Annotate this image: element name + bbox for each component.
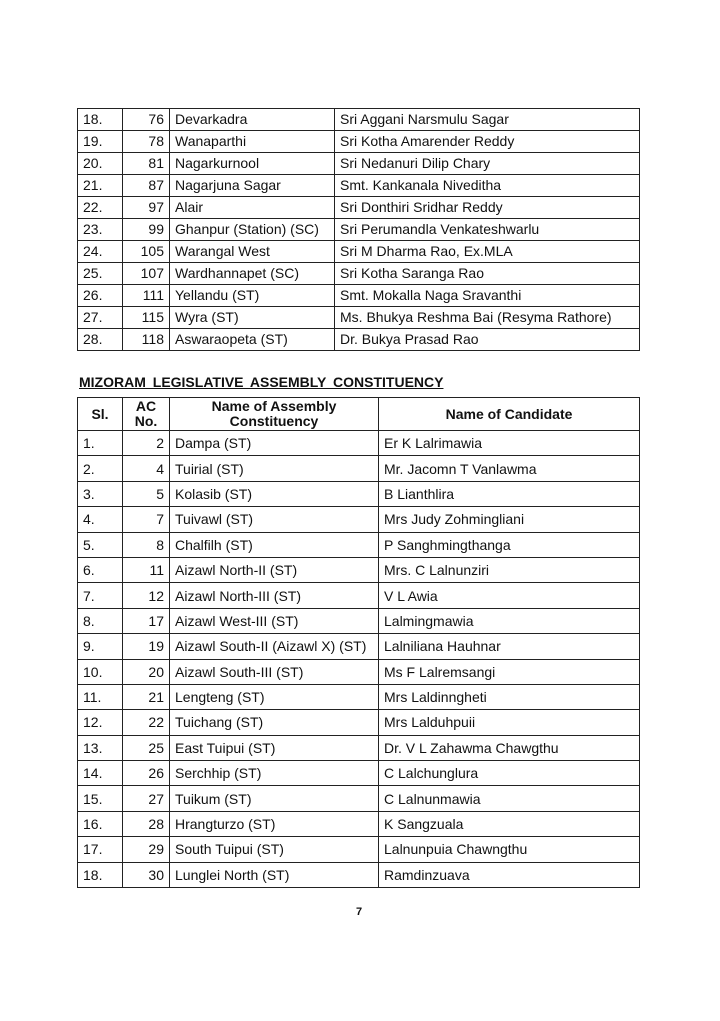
table-row (78, 109, 640, 131)
cell-sl: 18. (78, 862, 123, 887)
cell-ac-no: 2 (123, 431, 170, 456)
cell-sl: 16. (78, 811, 123, 836)
cell-ac-no: 12 (123, 583, 170, 608)
header-sl: Sl. (78, 398, 123, 431)
cell-sl: 19. (78, 131, 123, 153)
cell-sl: 11. (78, 684, 123, 709)
cell-ac-no: 97 (123, 197, 170, 219)
cell-constituency: Aizawl South-III (ST) (170, 659, 379, 684)
table-row (78, 197, 640, 219)
cell-sl: 9. (78, 634, 123, 659)
cell-constituency: East Tuipui (ST) (170, 735, 379, 760)
cell-sl: 12. (78, 710, 123, 735)
cell-candidate: B Lianthlira (379, 481, 640, 506)
cell-ac-no: 118 (123, 329, 170, 351)
cell-sl: 17. (78, 837, 123, 862)
table-row (78, 431, 640, 456)
cell-ac-no: 22 (123, 710, 170, 735)
cell-constituency: Wanaparthi (170, 131, 335, 153)
cell-candidate: Sri Aggani Narsmulu Sagar (335, 109, 640, 131)
cell-ac-no: 30 (123, 862, 170, 887)
table-row (78, 557, 640, 582)
header-ac-no: AC No. (123, 398, 170, 431)
cell-candidate: Mrs Laldinngheti (379, 684, 640, 709)
cell-ac-no: 4 (123, 456, 170, 481)
cell-ac-no: 25 (123, 735, 170, 760)
table-row (78, 153, 640, 175)
table-row (78, 710, 640, 735)
cell-ac-no: 26 (123, 761, 170, 786)
cell-candidate: Ramdinzuava (379, 862, 640, 887)
cell-constituency: Dampa (ST) (170, 431, 379, 456)
cell-candidate: Ms F Lalremsangi (379, 659, 640, 684)
cell-sl: 25. (78, 263, 123, 285)
cell-ac-no: 21 (123, 684, 170, 709)
cell-constituency: Tuikum (ST) (170, 786, 379, 811)
cell-candidate: Dr. Bukya Prasad Rao (335, 329, 640, 351)
cell-sl: 23. (78, 219, 123, 241)
cell-candidate: Lalniliana Hauhnar (379, 634, 640, 659)
cell-sl: 14. (78, 761, 123, 786)
cell-constituency: Tuichang (ST) (170, 710, 379, 735)
cell-constituency: Ghanpur (Station) (SC) (170, 219, 335, 241)
cell-candidate: Mrs Lalduhpuii (379, 710, 640, 735)
cell-sl: 8. (78, 608, 123, 633)
table-row (78, 684, 640, 709)
cell-sl: 15. (78, 786, 123, 811)
cell-sl: 7. (78, 583, 123, 608)
cell-candidate: C Lalchunglura (379, 761, 640, 786)
cell-constituency: Lengteng (ST) (170, 684, 379, 709)
cell-constituency: Chalfilh (ST) (170, 532, 379, 557)
cell-sl: 21. (78, 175, 123, 197)
cell-ac-no: 11 (123, 557, 170, 582)
cell-constituency: Kolasib (ST) (170, 481, 379, 506)
cell-candidate: K Sangzuala (379, 811, 640, 836)
cell-ac-no: 20 (123, 659, 170, 684)
cell-candidate: P Sanghmingthanga (379, 532, 640, 557)
cell-ac-no: 17 (123, 608, 170, 633)
cell-ac-no: 115 (123, 307, 170, 329)
cell-ac-no: 107 (123, 263, 170, 285)
cell-sl: 3. (78, 481, 123, 506)
cell-ac-no: 27 (123, 786, 170, 811)
cell-candidate: Sri Kotha Amarender Reddy (335, 131, 640, 153)
cell-sl: 28. (78, 329, 123, 351)
cell-constituency: Wardhannapet (SC) (170, 263, 335, 285)
cell-candidate: Smt. Mokalla Naga Sravanthi (335, 285, 640, 307)
table-row (78, 811, 640, 836)
table-row (78, 175, 640, 197)
cell-ac-no: 19 (123, 634, 170, 659)
cell-candidate: Sri Donthiri Sridhar Reddy (335, 197, 640, 219)
cell-constituency: Alair (170, 197, 335, 219)
telangana-candidates-table-continued (77, 108, 640, 351)
mizoram-section-title: MIZORAM LEGISLATIVE ASSEMBLY CONSTITUENCY (79, 374, 444, 390)
cell-candidate: Er K Lalrimawia (379, 431, 640, 456)
table-row (78, 583, 640, 608)
cell-candidate: Sri Nedanuri Dilip Chary (335, 153, 640, 175)
cell-sl: 1. (78, 431, 123, 456)
cell-ac-no: 105 (123, 241, 170, 263)
cell-constituency: Aizawl South-II (Aizawl X) (ST) (170, 634, 379, 659)
table-row (78, 735, 640, 760)
cell-candidate: Dr. V L Zahawma Chawgthu (379, 735, 640, 760)
cell-sl: 10. (78, 659, 123, 684)
cell-ac-no: 111 (123, 285, 170, 307)
table-row (78, 634, 640, 659)
cell-constituency: Warangal West (170, 241, 335, 263)
cell-candidate: Mrs Judy Zohmingliani (379, 507, 640, 532)
cell-sl: 5. (78, 532, 123, 557)
cell-ac-no: 99 (123, 219, 170, 241)
cell-constituency: South Tuipui (ST) (170, 837, 379, 862)
cell-candidate: Sri M Dharma Rao, Ex.MLA (335, 241, 640, 263)
cell-ac-no: 8 (123, 532, 170, 557)
cell-candidate: Ms. Bhukya Reshma Bai (Resyma Rathore) (335, 307, 640, 329)
table-row (78, 131, 640, 153)
cell-constituency: Tuirial (ST) (170, 456, 379, 481)
cell-sl: 22. (78, 197, 123, 219)
cell-sl: 24. (78, 241, 123, 263)
cell-constituency: Aizawl West-III (ST) (170, 608, 379, 633)
table-row (78, 532, 640, 557)
table-row (78, 329, 640, 351)
header-candidate: Name of Candidate (379, 398, 640, 431)
cell-sl: 27. (78, 307, 123, 329)
table-row (78, 219, 640, 241)
cell-sl: 26. (78, 285, 123, 307)
table-row (78, 285, 640, 307)
cell-ac-no: 81 (123, 153, 170, 175)
cell-ac-no: 87 (123, 175, 170, 197)
cell-candidate: Smt. Kankanala Niveditha (335, 175, 640, 197)
cell-constituency: Aswaraopeta (ST) (170, 329, 335, 351)
mizoram-candidates-table (77, 397, 640, 888)
table-row (78, 786, 640, 811)
table-row (78, 241, 640, 263)
table-row (78, 761, 640, 786)
cell-ac-no: 76 (123, 109, 170, 131)
cell-constituency: Nagarjuna Sagar (170, 175, 335, 197)
cell-candidate: Mr. Jacomn T Vanlawma (379, 456, 640, 481)
table-row (78, 659, 640, 684)
table-row (78, 481, 640, 506)
cell-sl: 2. (78, 456, 123, 481)
cell-constituency: Lunglei North (ST) (170, 862, 379, 887)
cell-constituency: Wyra (ST) (170, 307, 335, 329)
cell-candidate: C Lalnunmawia (379, 786, 640, 811)
cell-candidate: Sri Kotha Saranga Rao (335, 263, 640, 285)
cell-constituency: Yellandu (ST) (170, 285, 335, 307)
cell-constituency: Tuivawl (ST) (170, 507, 379, 532)
cell-constituency: Aizawl North-II (ST) (170, 557, 379, 582)
table-row (78, 307, 640, 329)
table-row (78, 456, 640, 481)
cell-constituency: Aizawl North-III (ST) (170, 583, 379, 608)
cell-sl: 6. (78, 557, 123, 582)
cell-candidate: Lalnunpuia Chawngthu (379, 837, 640, 862)
table-row (78, 837, 640, 862)
table-header-row (78, 398, 640, 431)
cell-constituency: Nagarkurnool (170, 153, 335, 175)
table-row (78, 263, 640, 285)
table-row (78, 862, 640, 887)
cell-ac-no: 29 (123, 837, 170, 862)
cell-ac-no: 28 (123, 811, 170, 836)
cell-sl: 4. (78, 507, 123, 532)
cell-constituency: Devarkadra (170, 109, 335, 131)
cell-constituency: Hrangturzo (ST) (170, 811, 379, 836)
cell-candidate: Lalmingmawia (379, 608, 640, 633)
cell-ac-no: 7 (123, 507, 170, 532)
header-constituency: Name of Assembly Constituency (170, 398, 379, 431)
cell-constituency: Serchhip (ST) (170, 761, 379, 786)
table-row (78, 507, 640, 532)
cell-ac-no: 78 (123, 131, 170, 153)
cell-sl: 18. (78, 109, 123, 131)
cell-candidate: Mrs. C Lalnunziri (379, 557, 640, 582)
cell-candidate: Sri Perumandla Venkateshwarlu (335, 219, 640, 241)
page-number: 7 (356, 906, 363, 918)
cell-sl: 13. (78, 735, 123, 760)
cell-sl: 20. (78, 153, 123, 175)
cell-ac-no: 5 (123, 481, 170, 506)
table-row (78, 608, 640, 633)
cell-candidate: V L Awia (379, 583, 640, 608)
